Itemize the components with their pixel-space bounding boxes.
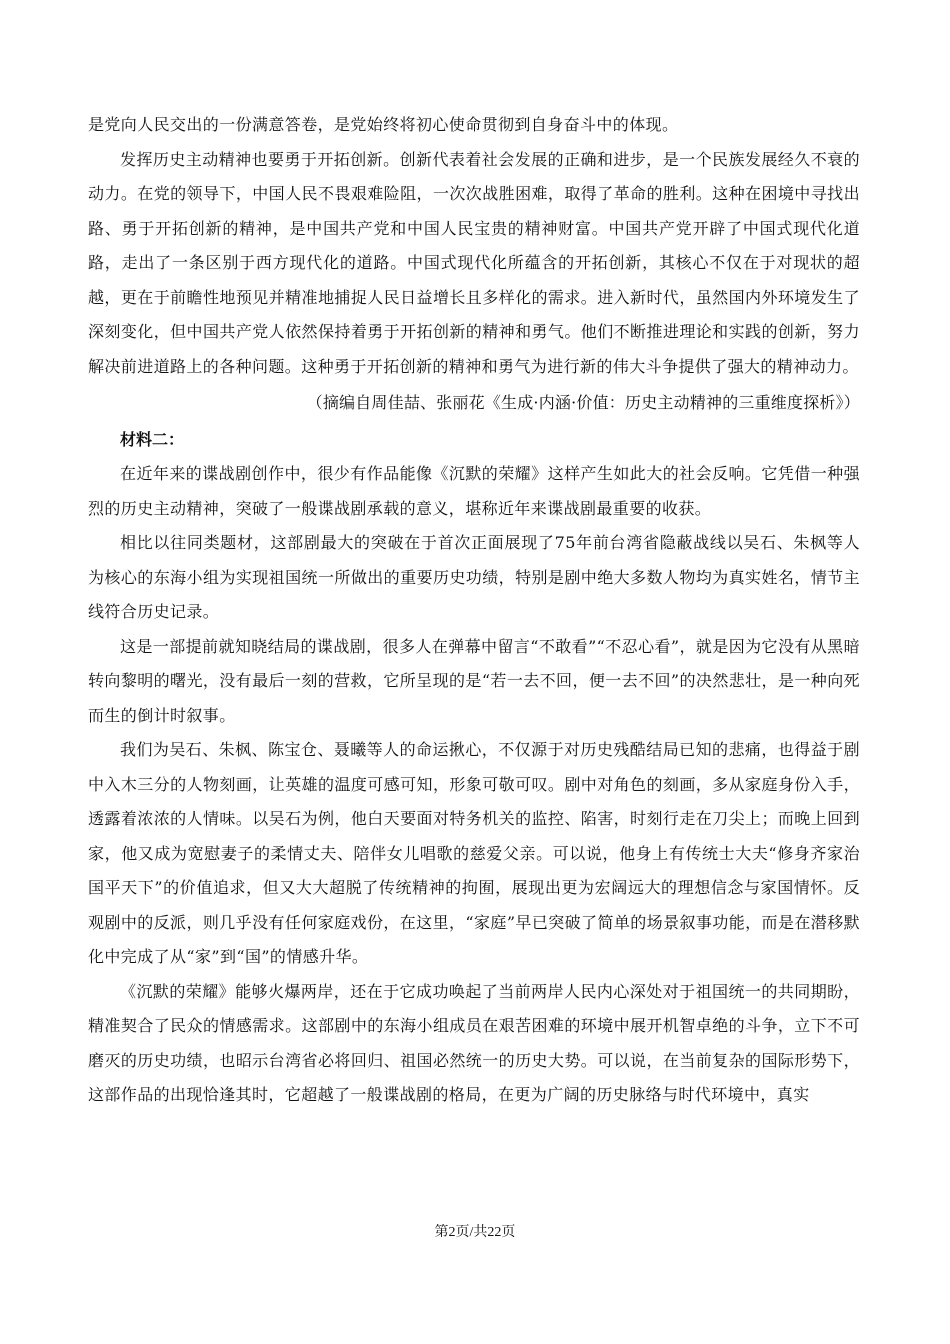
paragraph-ending: 这是一部提前就知晓结局的谍战剧，很多人在弹幕中留言“不敢看”“不忍心看”，就是因为它没有从黑暗转向黎明的曙光，没有最后一刻的营救，它所呈现的是“若一去不回，便一去不回”的决然悲壮，是一种向死而生的倒计时叙事。 [88, 636, 860, 725]
source-citation: （摘编自周佳喆、张丽花《生成·内涵·价值：历史主动精神的三重维度探析》） [306, 393, 860, 412]
paragraph-drama-intro: 在近年来的谍战剧创作中，很少有作品能像《沉默的荣耀》这样产生如此大的社会反响。它凭借一种强烈的历史主动精神，突破了一般谍战剧承载的意义，堪称近年来谍战剧最重要的收获。 [88, 464, 860, 518]
paragraph-innovation: 发挥历史主动精神也要勇于开拓创新。创新代表着社会发展的正确和进步，是一个民族发展经久不衰的动力。在党的领导下，中国人民不畏艰难险阻，一次次战胜困难，取得了革命的胜利。这种在困境中寻找出路、勇于开拓创新的精神，是中国共产党和中国人民宝贵的精神财富。中国共产党开辟了中国式现代化道路，走出了一条区别于西方现代化的道路。中国式现代化所蕴含的开拓创新，其核心不仅在于对现状的超越，更在于前瞻性地预见并精准地捕捉人民日益增长且多样化的需求。进入新时代，虽然国内外环境发生了深刻变化，但中国共产党人依然保持着勇于开拓创新的精神和勇气。他们不断推进理论和实践的创新，努力解决前进道路上的各种问题。这种勇于开拓创新的精神和勇气为进行新的伟大斗争提供了强大的精神动力。 [88, 149, 860, 376]
paragraph-popularity: 《沉默的荣耀》能够火爆两岸，还在于它成功唤起了当前两岸人民内心深处对于祖国统一的共同期盼，精准契合了民众的情感需求。这部剧中的东海小组成员在艰苦困难的环境中展开机智卓绝的斗争，立下不可磨灭的历史功绩，也昭示台湾省必将回归、祖国必然统一的历史大势。可以说，在当前复杂的国际形势下，这部作品的出现恰逢其时，它超越了一般谍战剧的格局，在更为广阔的历史脉络与时代环境中，真实 [88, 981, 860, 1104]
paragraph-breakthrough: 相比以往同类题材，这部剧最大的突破在于首次正面展现了75年前台湾省隐蔽战线以吴石、朱枫等人为核心的东海小组为实现祖国统一所做出的重要历史功绩，特别是剧中绝大多数人物均为真实姓名，情节主线符合历史记录。 [88, 533, 860, 621]
page-number: 第2页/共22页 [434, 1225, 516, 1240]
paragraph-continuation: 是党向人民交出的一份满意答卷，是党始终将初心使命贯彻到自身奋斗中的体现。 [88, 115, 679, 134]
material-two-heading: 材料二： [120, 429, 185, 449]
document-body [88, 108, 860, 1113]
paragraph-characters: 我们为吴石、朱枫、陈宝仓、聂曦等人的命运揪心，不仅源于对历史残酷结局已知的悲痛，也得益于剧中入木三分的人物刻画，让英雄的温度可感可知，形象可敬可叹。剧中对角色的刻画，多从家庭身份入手，透露着浓浓的人情味。以吴石为例，他白天要面对特务机关的监控、陷害，时刻行走在刀尖上；而晚上回到家，他又成为宽慰妻子的柔情丈夫、陪伴女儿唱歌的慈爱父亲。可以说，他身上有传统士大夫“修身齐家治国平天下”的价值追求，但又大大超脱了传统精神的拘囿，展现出更为宏阔远大的理想信念与家国情怀。反观剧中的反派，则几乎没有任何家庭戏份，在这里，“家庭”早已突破了简单的场景叙事功能，而是在潜移默化中完成了从“家”到“国”的情感升华。 [88, 740, 860, 966]
